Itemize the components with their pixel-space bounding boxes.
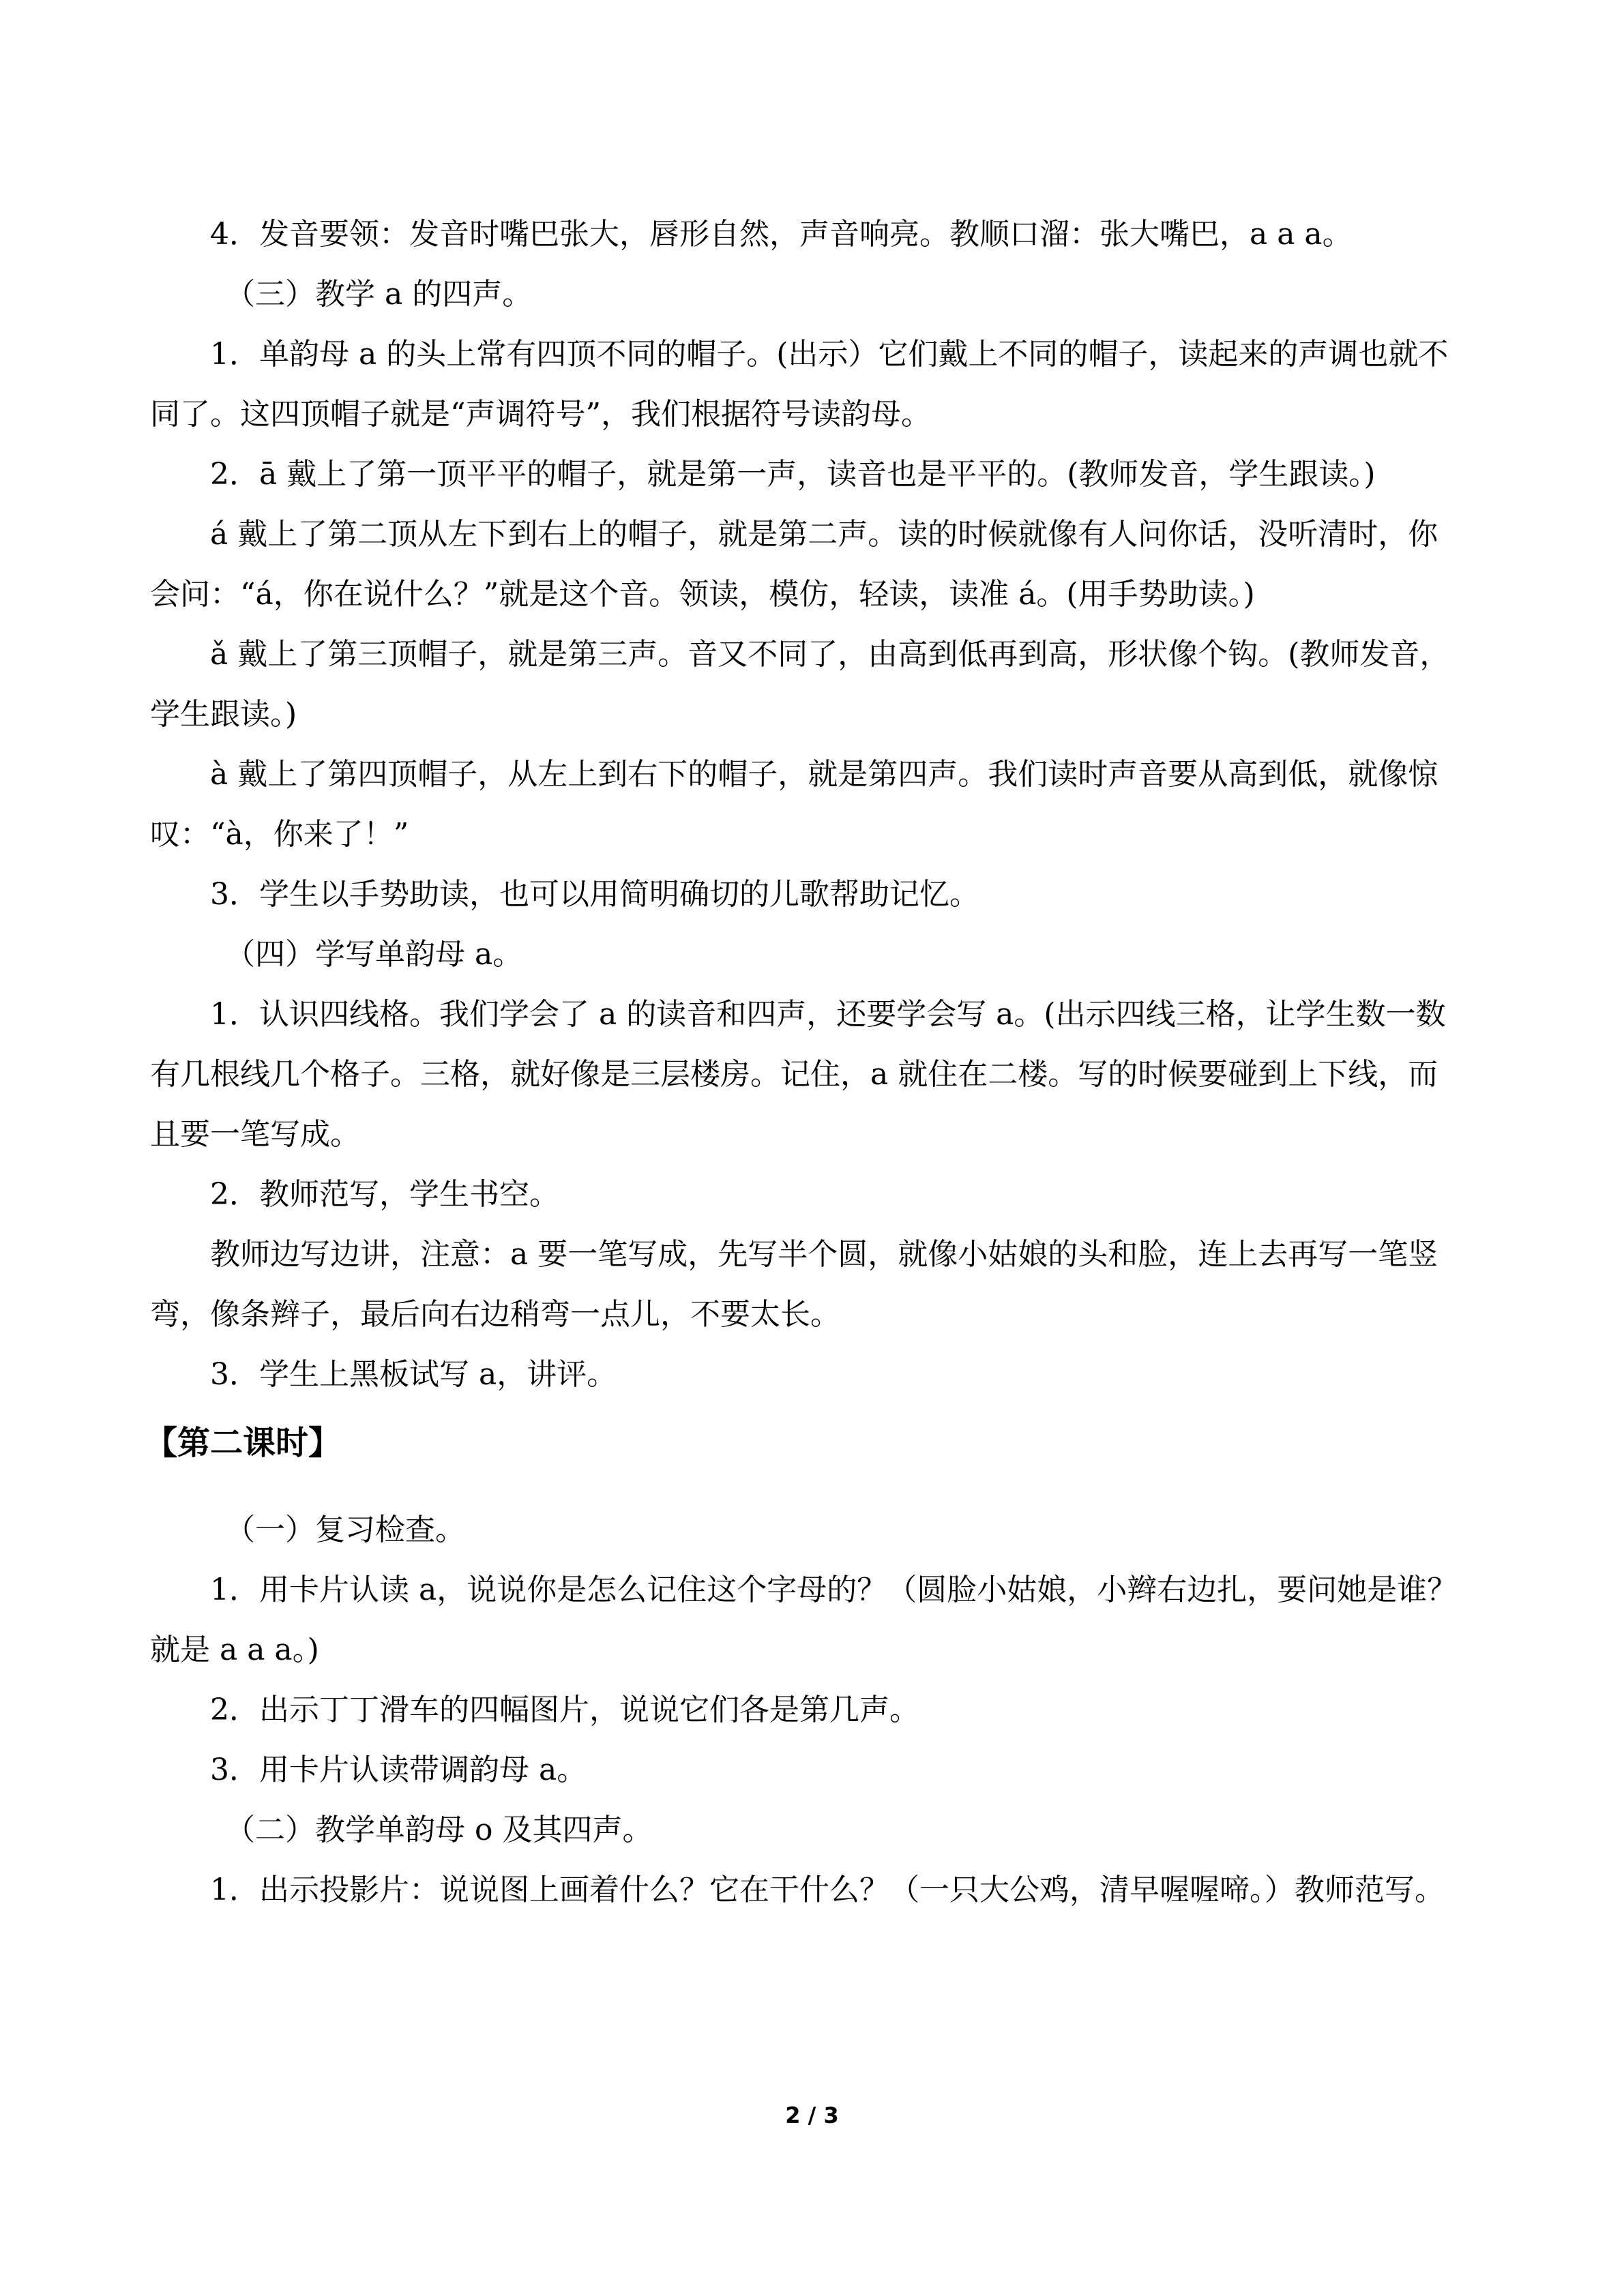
subsection-heading: （三）教学 a 的四声。: [225, 277, 533, 312]
paragraph: 1．单韵母 a 的头上常有四顶不同的帽子。(出示）它们戴上不同的帽子，读起来的声调也就不同了。这四顶帽子就是“声调符号”，我们根据符号读韵母。: [150, 337, 1449, 432]
paragraph: 3．学生以手势助读，也可以用简明确切的儿歌帮助记忆。: [210, 877, 979, 912]
subsection-heading: （四）学写单韵母 a。: [225, 937, 523, 972]
subsection-heading: （二）教学单韵母 o 及其四声。: [225, 1813, 653, 1847]
paragraph: 1．认识四线格。我们学会了 a 的读音和四声，还要学会写 a。(出示四线三格，让学生数一数有几根线几个格子。三格，就好像是三层楼房。记住，a 就住在二楼。写的时候要碰到上下线，而且要一笔写成。: [150, 997, 1446, 1152]
paragraph: á 戴上了第二顶从左下到右上的帽子，就是第二声。读的时候就像有人问你话，没听清时，你会问：“á，你在说什么？”就是这个音。领读，模仿，轻读，读准 á。(用手势助读。): [150, 517, 1438, 612]
paragraph: à 戴上了第四顶帽子，从左上到右下的帽子，就是第四声。我们读时声音要从高到低，就像惊叹：“à，你来了！”: [150, 757, 1438, 852]
paragraph: 2．出示丁丁滑车的四幅图片，说说它们各是第几声。: [210, 1693, 919, 1727]
paragraph: 2．ā 戴上了第一顶平平的帽子，就是第一声，读音也是平平的。(教师发音，学生跟读。): [210, 457, 1376, 492]
page-number: 2 / 3: [785, 2102, 839, 2128]
paragraph: 1．用卡片认读 a，说说你是怎么记住这个字母的？（圆脸小姑娘，小辫右边扎，要问她是谁？就是 a a a。): [150, 1572, 1458, 1667]
section-heading: 【第二课时】: [145, 1424, 342, 1462]
paragraph: 1．出示投影片：说说图上画着什么？它在干什么？（一只大公鸡，清早喔喔啼。）教师范写。: [210, 1873, 1445, 1907]
paragraph: 3．学生上黑板试写 a，讲评。: [210, 1357, 617, 1392]
paragraph: ǎ 戴上了第三顶帽子，就是第三声。音又不同了，由高到低再到高，形状像个钩。(教师发音，学生跟读。): [150, 637, 1450, 732]
paragraph: 4．发音要领：发音时嘴巴张大，唇形自然，声音响亮。教顺口溜：张大嘴巴，a a a。: [210, 217, 1353, 252]
paragraph: 3．用卡片认读带调韵母 a。: [210, 1753, 587, 1787]
paragraph: 2．教师范写，学生书空。: [210, 1177, 559, 1212]
subsection-heading: （一）复习检查。: [225, 1512, 465, 1547]
document-body: [145, 205, 1458, 1920]
paragraph: 教师边写边讲，注意：a 要一笔写成，先写半个圆，就像小姑娘的头和脸，连上去再写一笔竖弯，像条辫子，最后向右边稍弯一点儿，不要太长。: [150, 1237, 1438, 1332]
